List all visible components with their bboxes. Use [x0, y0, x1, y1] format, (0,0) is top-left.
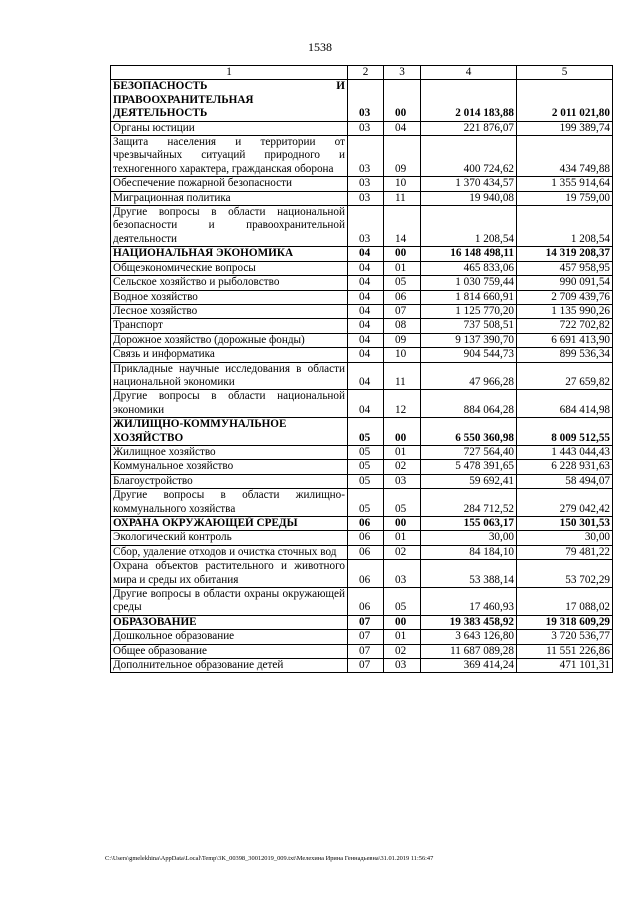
amount-col4-cell: 1 030 759,44 [421, 276, 517, 290]
section-code-cell: 03 [348, 206, 384, 247]
subsection-code-cell: 00 [384, 418, 421, 446]
subsection-code-cell: 00 [384, 247, 421, 261]
subsection-code-cell: 03 [384, 560, 421, 588]
amount-col5-cell: 79 481,22 [517, 545, 613, 559]
amount-col5-cell: 722 702,82 [517, 319, 613, 333]
section-code-cell: 07 [348, 644, 384, 658]
section-row [111, 517, 613, 531]
header-cell-col5: 5 [517, 66, 613, 80]
section-code-cell: 06 [348, 545, 384, 559]
section-code-cell: 05 [348, 445, 384, 459]
row-name-cell: Прикладные научные исследования в области национальной экономики [111, 362, 348, 390]
row-name-cell: Другие вопросы в области национальной безопасности и правоохранительной деятельности [111, 206, 348, 247]
row-name-cell: НАЦИОНАЛЬНАЯ ЭКОНОМИКА [111, 247, 348, 261]
table-row [111, 304, 613, 318]
section-code-cell: 03 [348, 136, 384, 177]
table-row [111, 348, 613, 362]
section-code-cell: 05 [348, 489, 384, 517]
header-cell-col4: 4 [421, 66, 517, 80]
row-name-cell: Экологический контроль [111, 531, 348, 545]
amount-col5-cell: 8 009 512,55 [517, 418, 613, 446]
amount-col4-cell: 16 148 498,11 [421, 247, 517, 261]
amount-col5-cell: 279 042,42 [517, 489, 613, 517]
amount-col4-cell: 1 208,54 [421, 206, 517, 247]
section-code-cell: 07 [348, 615, 384, 629]
section-code-cell: 04 [348, 304, 384, 318]
amount-col4-cell: 1 125 770,20 [421, 304, 517, 318]
subsection-code-cell: 11 [384, 191, 421, 205]
row-name-cell: Дошкольное образование [111, 630, 348, 644]
table-row [111, 177, 613, 191]
table-row [111, 390, 613, 418]
header-cell-col3: 3 [384, 66, 421, 80]
section-code-cell: 04 [348, 319, 384, 333]
subsection-code-cell: 05 [384, 276, 421, 290]
amount-col5-cell: 2 709 439,76 [517, 290, 613, 304]
table-row [111, 290, 613, 304]
section-row [111, 247, 613, 261]
subsection-code-cell: 03 [384, 474, 421, 488]
amount-col4-cell: 904 544,73 [421, 348, 517, 362]
amount-col5-cell: 1 135 990,26 [517, 304, 613, 318]
amount-col5-cell: 27 659,82 [517, 362, 613, 390]
amount-col4-cell: 11 687 089,28 [421, 644, 517, 658]
section-row [111, 615, 613, 629]
section-code-cell: 07 [348, 659, 384, 673]
subsection-code-cell: 05 [384, 489, 421, 517]
header-cell-col1: 1 [111, 66, 348, 80]
section-code-cell: 03 [348, 177, 384, 191]
subsection-code-cell: 01 [384, 445, 421, 459]
amount-col4-cell: 221 876,07 [421, 121, 517, 135]
amount-col4-cell: 1 814 660,91 [421, 290, 517, 304]
table-row [111, 644, 613, 658]
row-name-cell: Сбор, удаление отходов и очистка сточных вод [111, 545, 348, 559]
amount-col5-cell: 899 536,34 [517, 348, 613, 362]
subsection-code-cell: 06 [384, 290, 421, 304]
amount-col4-cell: 53 388,14 [421, 560, 517, 588]
amount-col4-cell: 2 014 183,88 [421, 80, 517, 121]
row-name-cell: Связь и информатика [111, 348, 348, 362]
amount-col5-cell: 471 101,31 [517, 659, 613, 673]
subsection-code-cell: 12 [384, 390, 421, 418]
subsection-code-cell: 10 [384, 177, 421, 191]
section-code-cell: 04 [348, 348, 384, 362]
subsection-code-cell: 00 [384, 517, 421, 531]
row-name-cell: Коммунальное хозяйство [111, 460, 348, 474]
amount-col5-cell: 19 318 609,29 [517, 615, 613, 629]
section-row [111, 418, 613, 446]
section-code-cell: 03 [348, 80, 384, 121]
subsection-code-cell: 05 [384, 588, 421, 616]
section-code-cell: 06 [348, 588, 384, 616]
table-row [111, 545, 613, 559]
amount-col4-cell: 155 063,17 [421, 517, 517, 531]
section-code-cell: 03 [348, 121, 384, 135]
section-code-cell: 04 [348, 390, 384, 418]
section-code-cell: 04 [348, 362, 384, 390]
amount-col4-cell: 47 966,28 [421, 362, 517, 390]
row-name-cell: Другие вопросы в области национальной экономики [111, 390, 348, 418]
table-row [111, 333, 613, 347]
subsection-code-cell: 14 [384, 206, 421, 247]
amount-col5-cell: 6 691 413,90 [517, 333, 613, 347]
section-code-cell: 06 [348, 517, 384, 531]
page-number: 1538 [308, 40, 332, 54]
amount-col4-cell: 465 833,06 [421, 261, 517, 275]
table-row [111, 474, 613, 488]
amount-col5-cell: 990 091,54 [517, 276, 613, 290]
row-name-cell: Защита населения и территории от чрезвычайных ситуаций природного и техногенного характера, гражданская оборона [111, 136, 348, 177]
row-name-cell: Сельское хозяйство и рыболовство [111, 276, 348, 290]
amount-col4-cell: 19 940,08 [421, 191, 517, 205]
amount-col5-cell: 199 389,74 [517, 121, 613, 135]
amount-col5-cell: 3 720 536,77 [517, 630, 613, 644]
section-code-cell: 05 [348, 460, 384, 474]
table-row [111, 136, 613, 177]
section-code-cell: 04 [348, 276, 384, 290]
amount-col5-cell: 1 208,54 [517, 206, 613, 247]
amount-col4-cell: 5 478 391,65 [421, 460, 517, 474]
amount-col5-cell: 6 228 931,63 [517, 460, 613, 474]
subsection-code-cell: 00 [384, 615, 421, 629]
amount-col4-cell: 369 414,24 [421, 659, 517, 673]
subsection-code-cell: 09 [384, 136, 421, 177]
row-name-cell: Водное хозяйство [111, 290, 348, 304]
table-row [111, 531, 613, 545]
row-name-cell: ОБРАЗОВАНИЕ [111, 615, 348, 629]
row-name-cell: Общеэкономические вопросы [111, 261, 348, 275]
amount-col5-cell: 30,00 [517, 531, 613, 545]
amount-col4-cell: 59 692,41 [421, 474, 517, 488]
table-row [111, 276, 613, 290]
amount-col4-cell: 400 724,62 [421, 136, 517, 177]
amount-col4-cell: 884 064,28 [421, 390, 517, 418]
section-row [111, 80, 613, 121]
subsection-code-cell: 02 [384, 460, 421, 474]
subsection-code-cell: 08 [384, 319, 421, 333]
budget-table [110, 65, 613, 673]
row-name-cell: Органы юстиции [111, 121, 348, 135]
amount-col5-cell: 2 011 021,80 [517, 80, 613, 121]
row-name-cell: Охрана объектов растительного и животного мира и среды их обитания [111, 560, 348, 588]
row-name-cell: Обеспечение пожарной безопасности [111, 177, 348, 191]
amount-col5-cell: 17 088,02 [517, 588, 613, 616]
subsection-code-cell: 07 [384, 304, 421, 318]
amount-col5-cell: 434 749,88 [517, 136, 613, 177]
row-name-cell: Другие вопросы в области охраны окружающей среды [111, 588, 348, 616]
amount-col5-cell: 11 551 226,86 [517, 644, 613, 658]
amount-col5-cell: 19 759,00 [517, 191, 613, 205]
section-code-cell: 03 [348, 191, 384, 205]
header-cell-col2: 2 [348, 66, 384, 80]
subsection-code-cell: 02 [384, 644, 421, 658]
table-row [111, 362, 613, 390]
amount-col5-cell: 457 958,95 [517, 261, 613, 275]
subsection-code-cell: 02 [384, 545, 421, 559]
section-code-cell: 06 [348, 531, 384, 545]
row-name-cell: Другие вопросы в области жилищно-коммунального хозяйства [111, 489, 348, 517]
section-code-cell: 04 [348, 290, 384, 304]
amount-col5-cell: 1 443 044,43 [517, 445, 613, 459]
section-code-cell: 06 [348, 560, 384, 588]
amount-col4-cell: 9 137 390,70 [421, 333, 517, 347]
amount-col4-cell: 1 370 434,57 [421, 177, 517, 191]
section-code-cell: 04 [348, 333, 384, 347]
amount-col4-cell: 284 712,52 [421, 489, 517, 517]
footer-file-path: C:\Users\gmelekhina\AppData\Local\Temp\3K_00398_30012019_009.txt\Мелехина Ирина Геннадьевна\31.01.2019 11:56:47 [105, 855, 434, 862]
subsection-code-cell: 01 [384, 261, 421, 275]
table-row [111, 121, 613, 135]
row-name-cell: Лесное хозяйство [111, 304, 348, 318]
subsection-code-cell: 01 [384, 531, 421, 545]
row-name-cell: Жилищное хозяйство [111, 445, 348, 459]
amount-col5-cell: 684 414,98 [517, 390, 613, 418]
amount-col4-cell: 6 550 360,98 [421, 418, 517, 446]
row-name-cell: ЖИЛИЩНО-КОММУНАЛЬНОЕ ХОЗЯЙСТВО [111, 418, 348, 446]
header-row [111, 66, 613, 80]
row-name-cell: ОХРАНА ОКРУЖАЮЩЕЙ СРЕДЫ [111, 517, 348, 531]
amount-col4-cell: 30,00 [421, 531, 517, 545]
amount-col5-cell: 53 702,29 [517, 560, 613, 588]
table-row [111, 560, 613, 588]
subsection-code-cell: 01 [384, 630, 421, 644]
subsection-code-cell: 09 [384, 333, 421, 347]
row-name-cell: Общее образование [111, 644, 348, 658]
amount-col4-cell: 737 508,51 [421, 319, 517, 333]
section-code-cell: 07 [348, 630, 384, 644]
row-name-cell: Дорожное хозяйство (дорожные фонды) [111, 333, 348, 347]
table-row [111, 261, 613, 275]
row-name-cell: Миграционная политика [111, 191, 348, 205]
amount-col5-cell: 1 355 914,64 [517, 177, 613, 191]
subsection-code-cell: 10 [384, 348, 421, 362]
amount-col5-cell: 58 494,07 [517, 474, 613, 488]
table-row [111, 630, 613, 644]
row-name-cell: Благоустройство [111, 474, 348, 488]
table-row [111, 659, 613, 673]
table-row [111, 460, 613, 474]
amount-col4-cell: 727 564,40 [421, 445, 517, 459]
table-row [111, 489, 613, 517]
amount-col4-cell: 3 643 126,80 [421, 630, 517, 644]
amount-col4-cell: 19 383 458,92 [421, 615, 517, 629]
row-name-cell: БЕЗОПАСНОСТЬ И ПРАВООХРАНИТЕЛЬНАЯ ДЕЯТЕЛЬНОСТЬ [111, 80, 348, 121]
amount-col5-cell: 14 319 208,37 [517, 247, 613, 261]
section-code-cell: 04 [348, 247, 384, 261]
subsection-code-cell: 00 [384, 80, 421, 121]
section-code-cell: 05 [348, 418, 384, 446]
row-name-cell: Транспорт [111, 319, 348, 333]
row-name-cell: Дополнительное образование детей [111, 659, 348, 673]
section-code-cell: 05 [348, 474, 384, 488]
subsection-code-cell: 11 [384, 362, 421, 390]
table-row [111, 588, 613, 616]
amount-col4-cell: 17 460,93 [421, 588, 517, 616]
subsection-code-cell: 03 [384, 659, 421, 673]
subsection-code-cell: 04 [384, 121, 421, 135]
table-row [111, 319, 613, 333]
table-row [111, 191, 613, 205]
section-code-cell: 04 [348, 261, 384, 275]
amount-col5-cell: 150 301,53 [517, 517, 613, 531]
table-row [111, 445, 613, 459]
amount-col4-cell: 84 184,10 [421, 545, 517, 559]
table-row [111, 206, 613, 247]
